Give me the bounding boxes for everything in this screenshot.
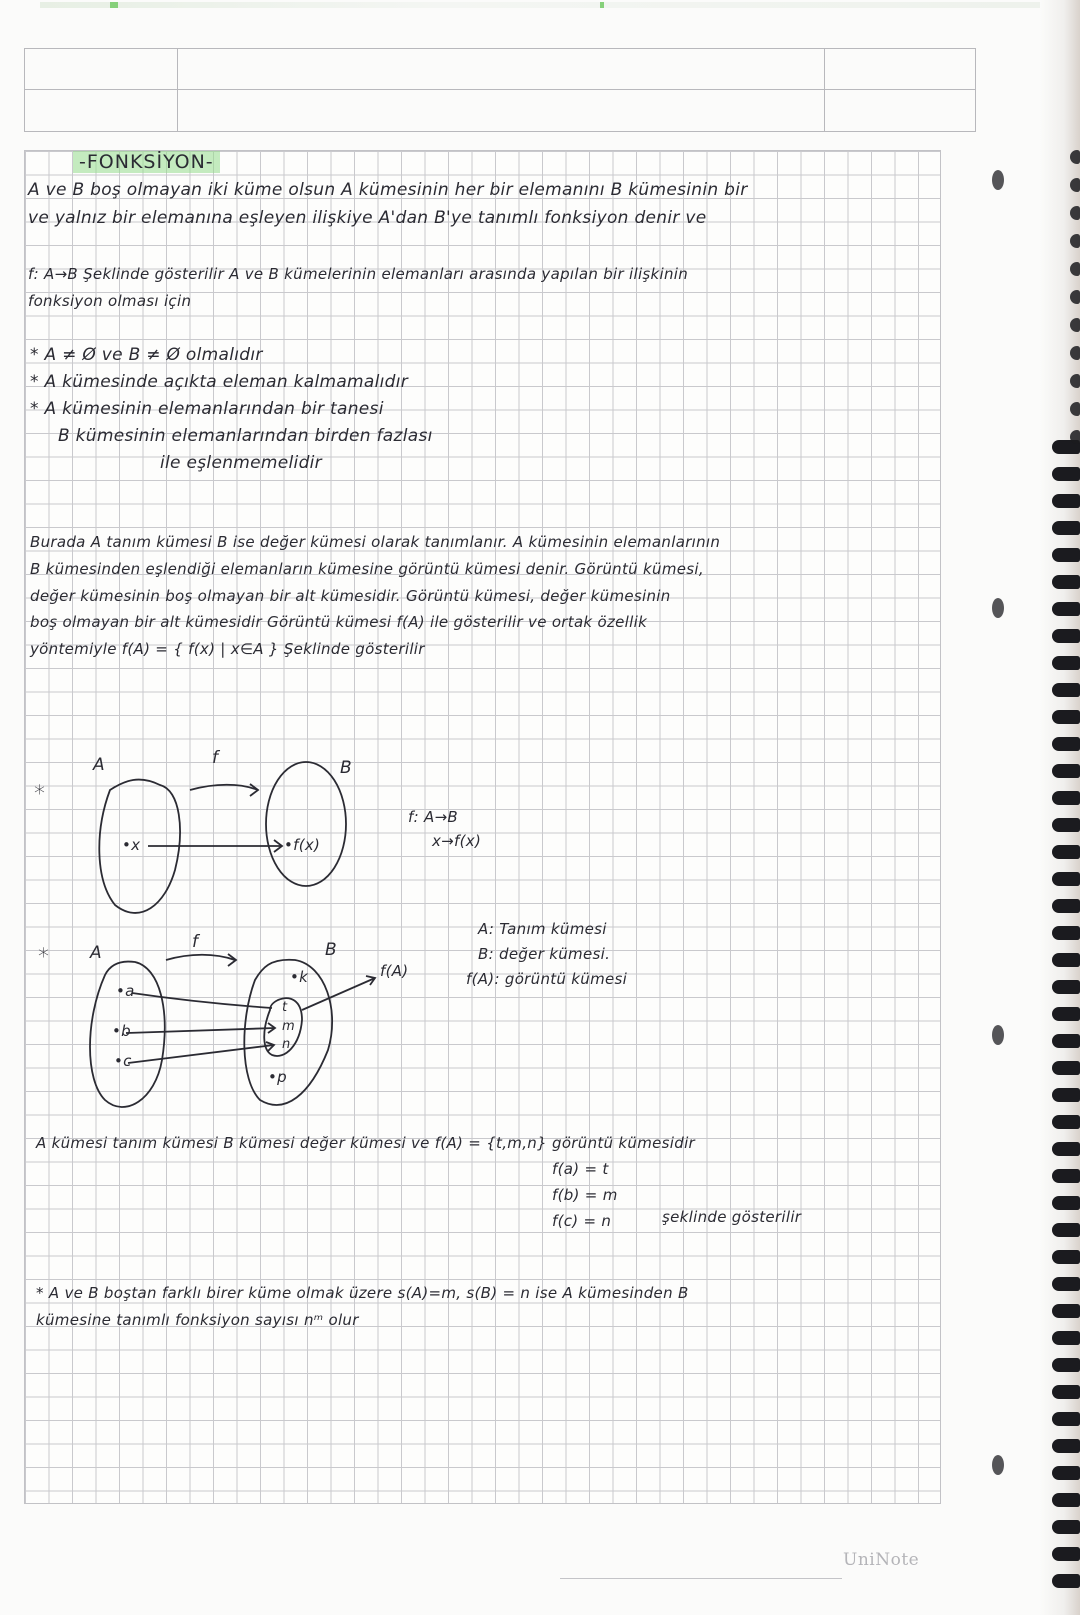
page-title: -FONKSİYON-	[73, 151, 220, 173]
diagram2-arrow-label: f	[192, 932, 199, 952]
spiral-ring	[1052, 521, 1080, 535]
spiral-ring	[1052, 1331, 1080, 1345]
spiral-ring	[1070, 290, 1080, 304]
definition-line-5: yöntemiyle f(A) = { f(x) | x∈A } Şeklinde gösterilir	[30, 640, 425, 658]
intro-line-1: A ve B boş olmayan iki küme olsun A kümesinin her bir elemanını B kümesinin bir	[28, 180, 748, 200]
spiral-ring	[1052, 1250, 1080, 1264]
image-label-arrow	[302, 978, 375, 1010]
diagram1-set-a-label: A	[93, 755, 105, 775]
spiral-ring	[1052, 656, 1080, 670]
spiral-ring	[1052, 1007, 1080, 1021]
spiral-binding	[1040, 0, 1080, 1615]
spiral-ring	[1052, 629, 1080, 643]
function-notation-1: f: A→B	[408, 808, 459, 826]
spiral-ring	[1052, 683, 1080, 697]
spiral-ring	[1052, 1358, 1080, 1372]
spiral-ring	[1052, 494, 1080, 508]
definition-line-2: B kümesinden eşlendiği elemanların kümesine görüntü kümesi denir. Görüntü kümesi,	[30, 560, 704, 578]
spiral-ring	[1070, 178, 1080, 192]
condition-2: * A kümesinde açıkta eleman kalmamalıdır	[30, 372, 409, 392]
legend-codomain: B: değer kümesi.	[478, 945, 611, 963]
image-element-m: m	[282, 1019, 295, 1034]
definition-line-4: boş olmayan bir alt kümesidir Görüntü kümesi f(A) ile gösterilir ve ortak özellik	[30, 613, 648, 631]
condition-3-end: ile eşlenmemelidir	[160, 453, 322, 473]
rule-line-1: * A ve B boştan farklı birer küme olmak üzere s(A)=m, s(B) = n ise A kümesinden B	[36, 1284, 689, 1302]
spiral-ring	[1052, 1493, 1080, 1507]
spiral-ring	[1052, 1115, 1080, 1129]
condition-3-cont: B kümesinin elemanlarından birden fazlası	[58, 426, 433, 446]
element-c: •c	[114, 1052, 132, 1070]
notation-line-2: fonksiyon olması için	[28, 292, 192, 310]
spiral-ring	[1052, 710, 1080, 724]
set-b-ellipse	[266, 762, 346, 886]
spiral-ring	[1052, 1223, 1080, 1237]
diagram1-bullet: *	[34, 782, 46, 807]
mapping-c: f(c) = n	[552, 1212, 612, 1230]
image-element-t: t	[282, 1000, 288, 1015]
element-fx: •f(x)	[284, 836, 321, 854]
spiral-ring	[1052, 1385, 1080, 1399]
spiral-ring	[1070, 430, 1080, 444]
spiral-ring	[1052, 1547, 1080, 1561]
spiral-ring	[1070, 402, 1080, 416]
spiral-ring	[1070, 346, 1080, 360]
element-b: •b	[112, 1022, 131, 1040]
spiral-ring	[1052, 872, 1080, 886]
spiral-ring	[1070, 262, 1080, 276]
intro-line-2: ve yalnız bir elemanına eşleyen ilişkiye A'dan B'ye tanımlı fonksiyon denir ve	[28, 208, 707, 228]
spiral-ring	[1052, 737, 1080, 751]
spiral-ring	[1052, 1304, 1080, 1318]
spiral-ring	[1052, 791, 1080, 805]
definition-line-1: Burada A tanım kümesi B ise değer kümesi olarak tanımlanır. A kümesinin elemanlarının	[30, 533, 721, 551]
spiral-ring	[1052, 1142, 1080, 1156]
spiral-ring	[1070, 374, 1080, 388]
spiral-ring	[1070, 150, 1080, 164]
spiral-ring	[1052, 1574, 1080, 1588]
spiral-ring	[1052, 818, 1080, 832]
punch-hole	[992, 1025, 1004, 1045]
punch-hole	[992, 170, 1004, 190]
spiral-ring	[1052, 899, 1080, 913]
spiral-ring	[1070, 206, 1080, 220]
image-element-n: n	[282, 1037, 291, 1052]
spiral-ring	[1052, 1439, 1080, 1453]
example-sentence: A kümesi tanım kümesi B kümesi değer kümesi ve f(A) = {t,m,n} görüntü kümesidir	[36, 1134, 696, 1152]
c-to-n-arrow	[128, 1045, 274, 1063]
spiral-ring	[1052, 1034, 1080, 1048]
spiral-ring	[1052, 1520, 1080, 1534]
rule-line-2: kümesine tanımlı fonksiyon sayısı nᵐ olur	[36, 1311, 359, 1329]
diagram2-set-a-label: A	[90, 943, 102, 963]
diagram1-set-b-label: B	[340, 758, 352, 778]
spiral-ring	[1052, 1412, 1080, 1426]
element-a: •a	[116, 982, 135, 1000]
diagram1-arrow-label: f	[212, 748, 219, 768]
f-arrow	[190, 785, 258, 790]
spiral-ring	[1052, 575, 1080, 589]
spiral-ring	[1052, 980, 1080, 994]
function-notation-2: x→f(x)	[432, 832, 482, 850]
diagram2-bullet: *	[38, 945, 50, 970]
footer-line	[560, 1578, 842, 1579]
condition-1: * A ≠ Ø ve B ≠ Ø olmalıdır	[30, 345, 263, 365]
spiral-ring	[1070, 234, 1080, 248]
mapping-b: f(b) = m	[552, 1186, 618, 1204]
punch-hole	[992, 1455, 1004, 1475]
element-x: •x	[122, 836, 141, 854]
spiral-ring	[1052, 845, 1080, 859]
b-to-m-arrow	[126, 1028, 275, 1033]
shown-as-note: şeklinde gösterilir	[662, 1208, 802, 1226]
spiral-ring	[1052, 1466, 1080, 1480]
spiral-ring	[1070, 318, 1080, 332]
mapping-a: f(a) = t	[552, 1160, 609, 1178]
legend-domain: A: Tanım kümesi	[478, 920, 607, 938]
spiral-ring	[1052, 953, 1080, 967]
spiral-ring	[1052, 1169, 1080, 1183]
diagram2-set-b-label: B	[325, 940, 337, 960]
spiral-ring	[1052, 548, 1080, 562]
spiral-ring	[1052, 602, 1080, 616]
notation-line-1: f: A→B Şeklinde gösterilir A ve B kümelerinin elemanları arasında yapılan bir ilişkinin	[28, 265, 689, 283]
legend-image: f(A): görüntü kümesi	[466, 970, 628, 988]
spiral-ring	[1052, 1061, 1080, 1075]
spiral-ring	[1052, 1196, 1080, 1210]
f2-arrow	[166, 955, 235, 960]
spiral-ring	[1052, 926, 1080, 940]
spiral-ring	[1052, 1088, 1080, 1102]
image-set-label: f(A)	[380, 962, 409, 980]
spiral-ring	[1052, 467, 1080, 481]
spiral-ring	[1052, 764, 1080, 778]
spiral-ring	[1052, 1277, 1080, 1291]
element-p: •p	[268, 1068, 287, 1086]
brand-logo: UniNote	[843, 1550, 920, 1570]
element-k: •k	[290, 968, 309, 986]
definition-line-3: değer kümesinin boş olmayan bir alt kümesidir. Görüntü kümesi, değer kümesinin	[30, 587, 671, 605]
punch-hole	[992, 598, 1004, 618]
condition-3: * A kümesinin elemanlarından bir tanesi	[30, 399, 384, 419]
